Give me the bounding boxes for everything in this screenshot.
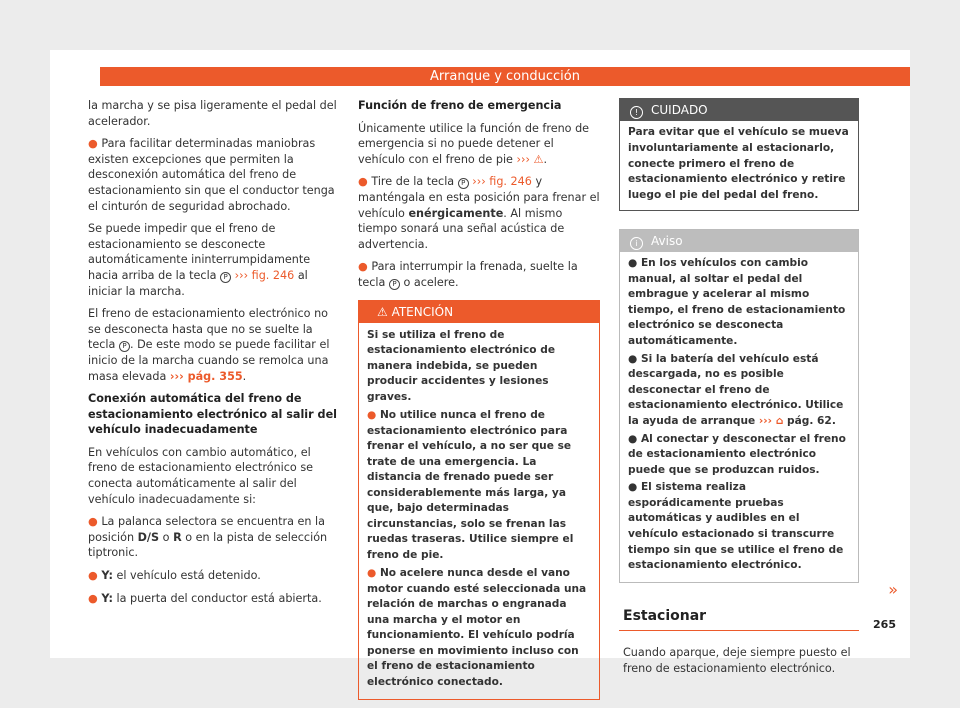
notice-box-body (620, 252, 858, 582)
page-reference[interactable]: ››› pág. 355 (169, 369, 243, 383)
parking-brake-icon: P (458, 178, 469, 189)
bullet-item: ● Para facilitar determinadas maniobras existen excepciones que permiten la desconexión automática del freno de estacionamiento sin que el conductor tenga el cinturón de seguridad abrochado. (88, 137, 335, 213)
figure-reference[interactable]: ››› fig. 246 (234, 268, 295, 282)
info-icon: i (630, 237, 643, 250)
warning-box-body: Si se utiliza el freno de estacionamiento electrónico de manera indebida, se pueden producir accidentes y lesiones graves. ● No utilice nunca el freno de estacionamiento electrónico para frenar el vehículo, a no ser que se trate de una emergencia. La distancia de frenado puede ser considerablemente más larga, ya que, bajo determinadas circunstancias, solo se frenan las ruedas traseras. Utilice siempre el freno de pie. ● No acelere nunca desde el vano motor cuando esté seleccionada una relación de marchas o engranada una marcha y el motor en funcionamiento. El vehículo podría ponerse en movimiento incluso con el freno de estacionamiento electrónico conectado. (359, 323, 599, 700)
bullet-item: ● Y: la puerta del conductor está abierta. (88, 591, 322, 605)
bullet-item: ● La palanca selectora se encuentra en la posición D/S o R o en la pista de selección tiptronic. (88, 515, 328, 560)
bullet-item: ● Al conectar y desconectar el freno de estacionamiento electrónico puede que se produzcan ruidos. (628, 432, 846, 476)
page-reference[interactable]: pág. 62 (787, 414, 832, 427)
paragraph: Se puede impedir que el freno de estacionamiento se desconecte automáticamente ininterrumpidamente hacia arriba de la tecla P ››› fig. 246 al iniciar la marcha. (88, 222, 311, 298)
bullet-item: ● Y: el vehículo está detenido. (88, 569, 261, 583)
paragraph: El freno de estacionamiento electrónico no se desconecta hasta que no se suelte la tecla P . De este modo se puede facilitar el inicio de la marcha cuando se remolca una masa elevada ››› pág. 355. (88, 307, 330, 383)
bullet-icon: ● (88, 515, 102, 529)
caution-box (619, 98, 859, 211)
column-right (619, 98, 859, 684)
bullet-item: ● Tire de la tecla P ››› fig. 246 y manténgala en esta posición para frenar el vehículo enérgicamente. Al mismo tiempo sonará una señal acústica de advertencia. (358, 175, 600, 251)
column-left (88, 98, 342, 613)
bullet-icon: ● (367, 567, 380, 580)
subsection-heading: Conexión automática del freno de estacionamiento electrónico al salir del vehículo inadecuadamente (88, 392, 337, 437)
chapter-header: Arranque y conducción (100, 67, 910, 86)
paragraph: En vehículos con cambio automático, el freno de estacionamiento electrónico se conecta automáticamente al salir del vehículo inadecuadamente si: (88, 445, 314, 506)
warning-triangle-icon: ⚠ (533, 152, 544, 166)
bullet-item: ● Si la batería del vehículo está descargada, no es posible desconectar el freno de estacionamiento electrónico. Utilice la ayuda de arranque ››› ⌂ pág. 62. (628, 352, 844, 427)
warning-reference[interactable]: ››› (516, 152, 530, 166)
bullet-icon: ● (358, 260, 372, 274)
parking-brake-icon: P (220, 272, 231, 283)
column-middle (358, 98, 600, 700)
notice-box-header: i Aviso (620, 230, 858, 252)
caution-box-body: Para evitar que el vehículo se mueva involuntariamente al estacionarlo, conecte primero el freno de estacionamiento electrónico y retire luego el pie del pedal del freno. (628, 126, 849, 202)
warning-box (358, 300, 600, 701)
page-reference[interactable]: ››› (758, 414, 773, 427)
bullet-item: ● El sistema realiza esporádicamente pruebas automáticas y audibles en el vehículo estacionado si transcurre tiempo sin que se utilice el freno de estacionamiento electrónico. (628, 481, 844, 572)
notice-box (619, 229, 859, 583)
jump-start-icon: ⌂ (775, 414, 784, 427)
page-number: 265 (873, 618, 896, 631)
bullet-icon: ● (88, 569, 102, 583)
bullet-icon: ● (367, 409, 380, 422)
section-title: Estacionar (619, 609, 859, 632)
caution-box-header: ! CUIDADO (620, 99, 858, 121)
warning-box-header: ⚠ ATENCIÓN (359, 301, 599, 323)
bullet-icon: ● (88, 137, 102, 151)
parking-brake-icon: P (119, 341, 130, 352)
paragraph: la marcha y se pisa ligeramente el pedal del acelerador. (88, 99, 337, 128)
manual-page (50, 50, 910, 688)
bullet-item: ● En los vehículos con cambio manual, al soltar el pedal del embrague y acelerar al mismo tiempo, el freno de estacionamiento electrónico se desconecta automáticamente. (628, 256, 846, 347)
exclamation-circle-icon: ! (630, 106, 643, 119)
parking-brake-icon: P (389, 279, 400, 290)
paragraph: Cuando aparque, deje siempre puesto el freno de estacionamiento electrónico. (623, 646, 851, 676)
bullet-icon: ● (88, 591, 102, 605)
paragraph: Únicamente utilice la función de freno de emergencia si no puede detener el vehículo con el freno de pie ››› ⚠. (358, 121, 590, 166)
figure-reference[interactable]: ››› fig. 246 (472, 175, 532, 189)
subsection-heading: Función de freno de emergencia (358, 99, 562, 112)
bullet-item: ● No acelere nunca desde el vano motor cuando esté seleccionada una relación de marchas o engranada una marcha y el motor en funcionamiento. El vehículo podría ponerse en movimiento incluso con el freno de estacionamiento electrónico conectado. (367, 567, 587, 688)
bullet-item: ● Para interrumpir la frenada, suelte la tecla P o acelere. (358, 260, 578, 289)
warning-triangle-icon: ⚠ (377, 304, 392, 319)
bullet-item: ● No utilice nunca el freno de estacionamiento electrónico para frenar el vehículo, a no ser que se trate de una emergencia. La distancia de frenado puede ser considerablemente más larga, ya que, bajo determinadas circunstancias, solo se frenan las ruedas traseras. Utilice siempre el freno de pie. (367, 409, 574, 561)
continue-arrow-icon: » (888, 580, 898, 599)
bullet-icon: ● (358, 175, 372, 189)
